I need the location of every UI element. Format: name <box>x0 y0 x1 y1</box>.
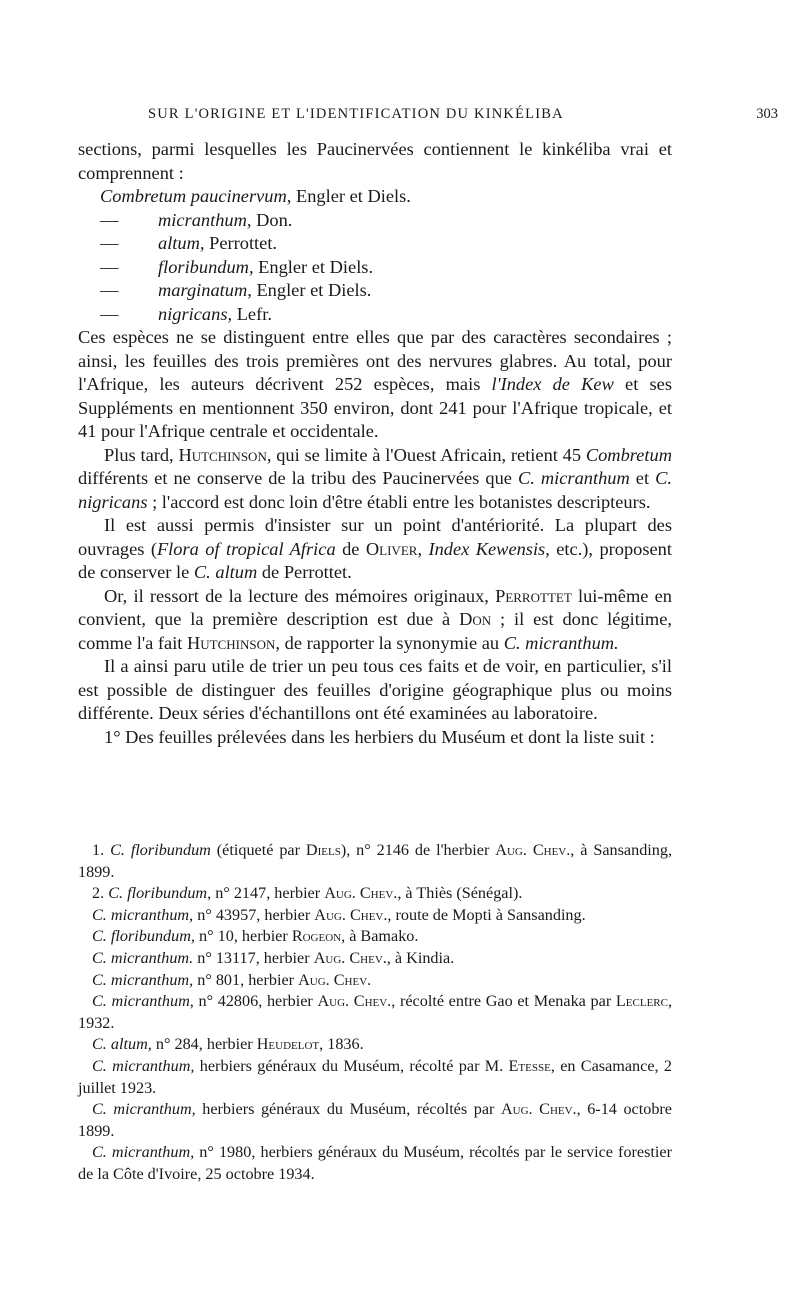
text-run: , à Bamako. <box>341 927 419 946</box>
collector-name: Diels <box>305 841 341 859</box>
ditto-dash: — <box>100 280 119 300</box>
species-name: C. micranthum, <box>92 905 194 924</box>
text-run: , de rapporter la synonymie au <box>275 632 504 653</box>
author-name: Don <box>459 609 492 629</box>
specimen-list <box>78 840 672 1186</box>
species-line <box>78 232 672 256</box>
collector-name: Aug. Chev. <box>314 905 388 924</box>
species-author: Engler et Diels. <box>295 186 411 206</box>
intro-paragraph: sections, parmi lesquelles les Paucinervées contiennent le kinkéliba vrai et comprennent : <box>78 139 672 183</box>
paragraph-synonymy <box>78 585 672 656</box>
text-run: n° 801, herbier <box>193 970 299 989</box>
ditto-dash: — <box>100 209 119 230</box>
species-name: C. nigricans <box>78 468 672 512</box>
item-number: 1. <box>92 841 111 859</box>
species-name: Combretum paucinervum, <box>100 186 292 206</box>
species-line <box>78 256 672 280</box>
species-name: C. micranthum. <box>503 632 619 653</box>
paragraph-hutchinson <box>78 444 672 515</box>
collector-name: M. Etesse <box>484 1056 551 1075</box>
collector-name: Leclerc <box>615 992 668 1011</box>
list-item <box>78 1099 672 1142</box>
collector-name: Aug. Chev. <box>313 948 387 967</box>
list-item <box>78 1142 672 1185</box>
running-title: SUR L'ORIGINE ET L'IDENTIFICATION DU KINKÉLIBA <box>148 106 564 122</box>
text-run: n° 10, herbier <box>194 927 292 946</box>
collector-name: Aug. Chev. <box>298 970 372 989</box>
paragraph-method: Il a ainsi paru utile de trier un peu tous ces faits et de voir, en particulier, s'il est possible de distinguer des feuilles d'origine géographique plus ou moins différente. Deux séries d'échantillons ont été examinées au laboratoire. <box>78 656 672 723</box>
list-item <box>78 991 672 1034</box>
author-name: Oliver <box>365 538 418 559</box>
text-run: n° 42806, herbier <box>193 992 318 1011</box>
text-run: de Perrottet. <box>257 562 352 582</box>
species-name: C. micranthum, <box>92 1100 196 1119</box>
text-run: , en Casamance, 2 juillet 1923. <box>78 1056 672 1097</box>
text-run: , 6-14 octobre 1899. <box>78 1100 672 1140</box>
collector-name: Heudelot <box>256 1035 320 1054</box>
species-name: C. floribundum, <box>108 884 212 903</box>
species-name: nigricans, <box>158 303 233 324</box>
text-run: n° 43957, herbier <box>193 905 315 924</box>
list-item <box>78 1056 672 1099</box>
author-name: Hutchinson <box>187 632 276 653</box>
text-run: herbiers généraux du Muséum, récolté par <box>194 1056 485 1075</box>
list-item <box>78 970 672 992</box>
species-name: C. floribundum <box>110 841 211 859</box>
text-run: Ces espèces ne se distinguent entre elles que par des caractères secondaires ; ainsi, les feuilles des trois premières ont des nervures glabres. Au total, pour l'Afrique, les auteurs décrivent 252 espèces, mais <box>78 327 672 394</box>
species-line <box>78 209 672 233</box>
list-item <box>78 883 672 905</box>
text-run: herbiers généraux du Muséum, récoltés par <box>195 1100 501 1119</box>
text-run: ; il est donc légitime, comme l'a fait <box>78 609 672 653</box>
text-run: (étiqueté par <box>210 841 306 859</box>
species-name: floribundum, <box>158 256 254 277</box>
species-name: C. micranthum. <box>92 948 194 967</box>
species-author: Don. <box>256 209 293 230</box>
text-run: n° 284, herbier <box>151 1035 257 1054</box>
species-author: Lefr. <box>236 303 272 324</box>
page-number: 303 <box>756 106 778 122</box>
species-name: C. micranthum, <box>92 1056 195 1075</box>
list-item <box>78 1034 672 1056</box>
list-item <box>78 840 672 883</box>
genus-name: Combretum <box>585 444 672 465</box>
list-item <box>78 905 672 927</box>
text-run: ), n° 2146 de l'herbier <box>340 841 496 859</box>
text-run: , <box>417 538 429 559</box>
species-name: C. micranthum, <box>92 992 194 1011</box>
text-run: de <box>335 538 366 559</box>
text-run: , qui se limite à l'Ouest Africain, retient 45 <box>266 444 586 465</box>
species-name: C. altum <box>193 562 258 582</box>
text-run: et <box>629 468 656 488</box>
species-name: marginatum, <box>158 280 252 300</box>
text-run: n° 2147, herbier <box>211 884 325 903</box>
species-name: C. altum, <box>92 1035 152 1054</box>
collector-name: Rogeon <box>291 927 342 946</box>
collector-name: Aug. Chev. <box>317 992 392 1011</box>
list-item <box>78 926 672 948</box>
list-item <box>78 948 672 970</box>
text-run: et ses Suppléments en mentionnent 350 environ, dont 241 pour l'Afrique tropicale, et 41 pour l'Afrique centrale et occidentale. <box>78 374 672 441</box>
species-author: Engler et Diels. <box>258 256 374 277</box>
species-name: C. micranthum, <box>92 970 194 989</box>
item-number: 2. <box>92 884 109 903</box>
species-name: micranthum, <box>158 209 252 230</box>
text-run: n° 1980, herbiers généraux du Muséum, récoltés par le service forestier de la Côte d'Ivoire, 25 octobre 1934. <box>78 1143 672 1183</box>
text-run: , route de Mopti à Sansanding. <box>387 905 586 924</box>
species-author: Perrottet. <box>209 233 278 253</box>
page-header <box>78 106 778 126</box>
text-run: n° 13117, herbier <box>193 948 314 967</box>
species-name: C. floribundum, <box>92 927 195 946</box>
text-run: différents et ne conserve de la tribu des Paucinervées que <box>78 468 518 488</box>
text-run: Plus tard, <box>104 444 179 465</box>
text-run: , 1836. <box>319 1035 364 1054</box>
text-run: , 1932. <box>78 992 673 1032</box>
species-name: C. micranthum, <box>92 1143 195 1162</box>
book-title: Index Kewensis <box>428 538 546 559</box>
text-run: ; l'accord est donc loin d'être établi entre les botanistes descripteurs. <box>147 491 651 512</box>
book-title: Flora of tropical Africa <box>156 538 336 559</box>
text-run: lui-même en convient, que la première description est due à <box>78 585 672 629</box>
text-run: , etc.), proposent de conserver le <box>78 538 672 582</box>
text-run: Or, il ressort de la lecture des mémoires originaux, <box>104 585 496 606</box>
text-run: , à Kindia. <box>386 948 455 967</box>
species-author: Engler et Diels. <box>256 280 372 300</box>
body-text <box>78 138 672 749</box>
collector-name: Aug. Chev. <box>324 884 398 903</box>
species-line <box>78 303 672 327</box>
text-run: , à Sansanding, 1899. <box>78 841 673 881</box>
author-name: Hutchinson <box>178 444 267 465</box>
paragraph-anteriority <box>78 514 672 585</box>
collector-name: Aug. Chev. <box>500 1100 577 1119</box>
ditto-dash: — <box>100 233 119 253</box>
ditto-dash: — <box>100 303 119 324</box>
species-name: altum, <box>158 233 205 253</box>
text-run: , à Thiès (Sénégal). <box>397 884 523 903</box>
ditto-dash: — <box>100 256 119 277</box>
species-line <box>78 279 672 303</box>
collector-name: Aug. Chev. <box>495 841 571 859</box>
paragraph-species-count <box>78 326 672 444</box>
italic-ref: l'Index de Kew <box>491 374 614 394</box>
text-run: Il est aussi permis d'insister sur un point d'antériorité. La plupart des ouvrages ( <box>78 515 672 559</box>
paragraph-list-intro: 1° Des feuilles prélevées dans les herbiers du Muséum et dont la liste suit : <box>104 726 655 747</box>
author-name: Perrottet <box>495 585 572 606</box>
text-run: , récolté entre Gao et Menaka par <box>391 992 616 1011</box>
species-name: C. micranthum <box>517 468 630 488</box>
species-line <box>78 185 672 209</box>
